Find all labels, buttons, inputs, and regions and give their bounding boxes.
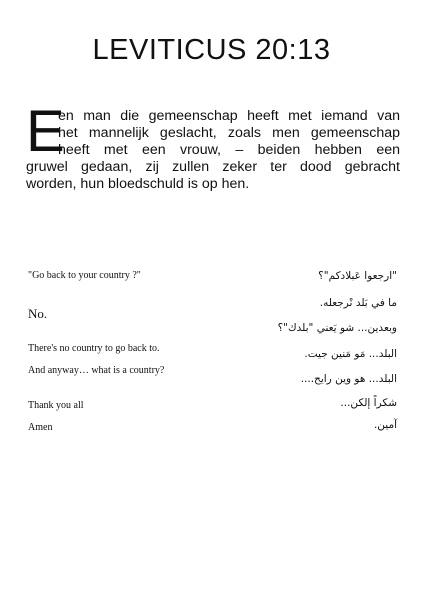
verse-line: heeft met een vrouw, – beiden hebben een	[58, 142, 400, 158]
arabic-line: شكراً إلكن...	[340, 397, 397, 409]
english-line: There's no country to go back to.	[28, 343, 160, 354]
drop-cap: E	[26, 99, 65, 164]
verse-line: worden, hun bloedschuld is op hen.	[26, 176, 250, 192]
verse-line: het mannelijk geslacht, zoals men gemeenschap	[58, 125, 400, 141]
english-line: Thank you all	[28, 400, 84, 411]
arabic-line: ما في بَلد نْرجعله.	[319, 297, 397, 309]
arabic-line: البلد... هو وين رايح....	[300, 373, 397, 385]
arabic-line: "ارجعوا عَبلادكم"؟	[318, 270, 397, 282]
english-line: And anyway… what is a country?	[28, 365, 165, 376]
arabic-line: وبعدين... شو يَعني "بلدك"؟	[277, 322, 397, 334]
verse-line: gruwel gedaan, zij zullen zeker ter dood gebracht	[26, 159, 400, 175]
verse-line: en man die gemeenschap heeft met iemand van	[58, 108, 400, 124]
english-line: "Go back to your country ?"	[28, 270, 141, 281]
page-title: LEVITICUS 20:13	[92, 34, 331, 66]
english-line: Amen	[28, 422, 53, 433]
arabic-line: البلد... مَو مَنين جيت.	[304, 348, 397, 360]
english-line: No.	[28, 306, 48, 321]
arabic-line: آمين.	[373, 419, 397, 431]
